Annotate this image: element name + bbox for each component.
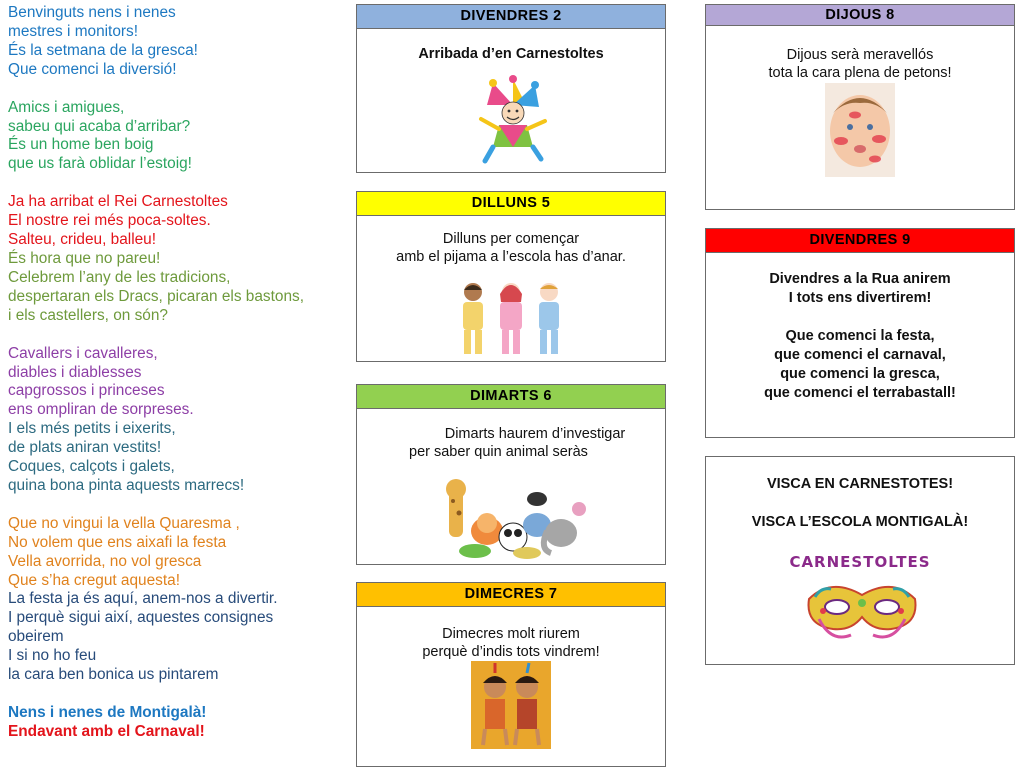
text-line: que comenci la gresca, — [780, 366, 940, 382]
day-text — [357, 425, 665, 461]
poem-line: Vella avorrida, no vol gresca — [8, 552, 202, 570]
text-line: Divendres a la Rua anirem — [769, 271, 951, 287]
poem-line: ens ompliran de sorpreses. — [8, 401, 194, 419]
text-line: perquè d’indis tots vindrem! — [422, 644, 600, 660]
text-line: tota la cara plena de petons! — [768, 65, 952, 81]
poem-line: El nostre rei més poca-soltes. — [8, 212, 211, 230]
text-line: Arribada d’en Carnestoltes — [418, 46, 604, 62]
poem-line: No volem que ens aixafi la festa — [8, 533, 227, 551]
poem-stanza — [8, 515, 348, 685]
text-line: que comenci el terrabastall! — [764, 385, 956, 401]
day-text — [357, 45, 665, 63]
day-header: DILLUNS 5 — [357, 192, 665, 216]
poem-line: La festa ja és aquí, anem-nos a divertir. — [8, 590, 278, 608]
day-header: DIVENDRES 2 — [357, 5, 665, 29]
text-line: I tots ens divertirem! — [788, 290, 932, 306]
text-line: que comenci el carnaval, — [774, 347, 946, 363]
poem-line: Que comenci la diversió! — [8, 60, 177, 78]
poem-line: diables i diablesses — [8, 363, 142, 381]
poem-line: Endavant amb el Carnaval! — [8, 722, 205, 740]
poem-line: Que s’ha cregut aquesta! — [8, 571, 180, 589]
carnestoltes-logo — [706, 553, 1014, 572]
poem — [8, 4, 348, 742]
day-box-dimarts-6 — [356, 384, 666, 565]
poem-line: Coques, calçots i galets, — [8, 458, 175, 476]
day-header: DIMECRES 7 — [357, 583, 665, 607]
poem-line: Amics i amigues, — [8, 98, 125, 116]
poem-line: Cavallers i cavalleres, — [8, 344, 158, 362]
day-box-divendres-9 — [705, 228, 1015, 438]
day-box-dijous-8 — [705, 4, 1015, 210]
poem-stanza — [8, 99, 348, 175]
text-line: Que comenci la festa, — [785, 328, 935, 344]
poem-line: És un home ben boig — [8, 136, 154, 154]
poem-line: Celebrem l’any de les tradicions, — [8, 268, 231, 286]
visca-escola-text: VISCA L’ESCOLA MONTIGALÀ! — [751, 514, 969, 530]
day-header: DIVENDRES 9 — [706, 229, 1014, 253]
text-line: per saber quin animal seràs — [409, 444, 588, 460]
poem-stanza — [8, 704, 348, 742]
poem-line: sabeu qui acaba d’arribar? — [8, 117, 191, 135]
text-line — [706, 308, 1014, 327]
poem-line: És hora que no pareu! — [8, 249, 161, 267]
text-line: Dilluns per començar — [442, 231, 580, 247]
poem-stanza — [8, 345, 348, 496]
poem-line: de plats aniran vestits! — [8, 439, 162, 457]
poem-line: mestres i monitors! — [8, 22, 138, 40]
day-text — [357, 230, 665, 266]
poem-line: quina bona pinta aquests marrecs! — [8, 476, 245, 494]
carnestoltes-logo-text: CARNESTOLTES — [789, 553, 931, 571]
poem-line: Que no vingui la vella Quaresma , — [8, 514, 240, 532]
text-line: Dimarts haurem d’investigar — [444, 426, 626, 442]
text-line: Dijous serà meravellós — [786, 47, 934, 63]
day-box-dilluns-5 — [356, 191, 666, 362]
poem-line: Nens i nenes de Montigalà! — [8, 704, 207, 721]
indian-kids-icon — [471, 661, 551, 749]
day-box-dimecres-7 — [356, 582, 666, 767]
poem-line: I si no ho feu — [8, 647, 97, 665]
day-header: DIMARTS 6 — [357, 385, 665, 409]
poem-line: la cara ben bonica us pintarem — [8, 666, 219, 684]
day-header: DIJOUS 8 — [706, 5, 1014, 26]
poem-stanza — [8, 4, 348, 80]
day-text — [357, 625, 665, 661]
poem-line: capgrossos i princeses — [8, 382, 165, 400]
poem-line: I els més petits i eixerits, — [8, 420, 176, 438]
final-text — [706, 475, 1014, 532]
carnival-mask-icon — [801, 573, 923, 647]
poem-line: Benvinguts nens i nenes — [8, 4, 176, 21]
jester-icon — [473, 75, 553, 165]
poem-line: que us farà oblidar l’estoig! — [8, 155, 192, 173]
poem-line: És la setmana de la gresca! — [8, 41, 198, 59]
final-box — [705, 456, 1015, 665]
text-line: amb el pijama a l’escola has d’anar. — [396, 249, 626, 265]
poem-line: obeirem — [8, 628, 64, 646]
pajama-kids-icon — [455, 280, 569, 358]
animals-icon — [439, 479, 589, 559]
day-text — [706, 270, 1014, 403]
poem-stanza — [8, 193, 348, 325]
poem-line: Salteu, crideu, balleu! — [8, 231, 157, 249]
day-box-divendres-2 — [356, 4, 666, 173]
kissed-baby-icon — [825, 83, 895, 177]
poem-line: Ja ha arribat el Rei Carnestoltes — [8, 193, 228, 211]
poem-line: i els castellers, on són? — [8, 306, 168, 324]
day-text — [706, 46, 1014, 82]
poem-line: despertaran els Dracs, picaran els bastons, — [8, 287, 304, 305]
poem-line: I perquè sigui així, aquestes consignes — [8, 609, 274, 627]
visca-carnestoltes-text: VISCA EN CARNESTOTES! — [766, 476, 954, 492]
text-line: Dimecres molt riurem — [442, 626, 580, 642]
